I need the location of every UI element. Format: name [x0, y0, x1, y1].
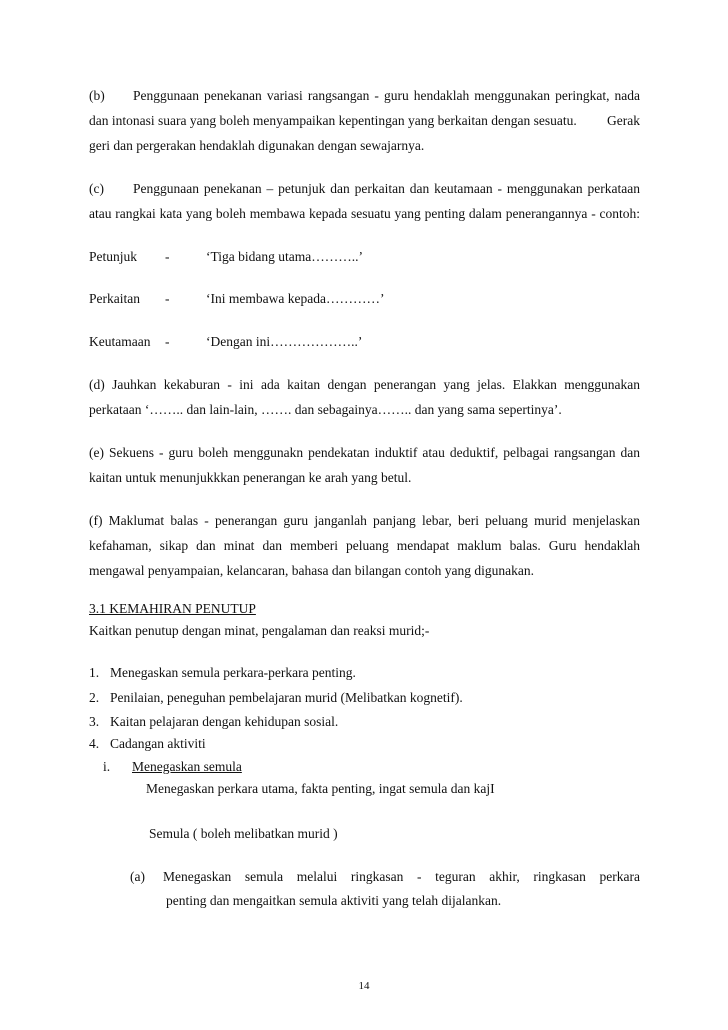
- example-label: Keutamaan: [89, 334, 151, 349]
- para-b-marker: (b): [89, 88, 105, 103]
- sub-number: i.: [103, 759, 111, 774]
- para-d-line-1: (d) Jauhkan kekaburan - ini ada kaitan dengan penerangan yang jelas. Elakkan menggunakan: [89, 377, 640, 392]
- list-number: 4.: [89, 736, 100, 751]
- para-f-line-3: mengawal penyampaian, kelancaran, bahasa dan bilangan contoh yang digunakan.: [89, 563, 534, 578]
- para-b-text-1: Penggunaan penekanan variasi rangsangan - guru hendaklah menggunakan peringkat, nada: [133, 88, 640, 103]
- list-text: Cadangan aktiviti: [110, 736, 206, 751]
- para-e-line-2: kaitan untuk menunjukkkan penerangan ke arah yang betul.: [89, 470, 412, 485]
- example-label: Perkaitan: [89, 291, 140, 306]
- para-b-line-3: geri dan pergerakan hendaklah digunakan dengan sewajarnya.: [89, 138, 425, 153]
- para-f-line-2: kefahaman, sikap dan minat dan memberi peluang mendapat maklum balas. Guru hendaklah: [89, 538, 640, 553]
- list-number: 3.: [89, 714, 100, 729]
- para-c-marker: (c): [89, 181, 104, 196]
- list-text: Penilaian, peneguhan pembelajaran murid (Melibatkan kognetif).: [110, 690, 463, 705]
- example-dash: -: [165, 291, 170, 306]
- para-b-text-2-end: Gerak: [607, 113, 640, 128]
- example-label: Petunjuk: [89, 249, 138, 264]
- para-d-line-2: perkataan ‘…….. dan lain-lain, ……. dan sebagainya…….. dan yang sama sepertinya’.: [89, 402, 562, 417]
- para-b-text-2: dan intonasi suara yang boleh menyampaikan kepentingan yang berkaitan dengan sesuatu.: [89, 113, 577, 128]
- item-a-marker: (a): [130, 869, 145, 884]
- example-text: ‘Dengan ini………………..’: [206, 334, 363, 349]
- para-e-line-1: (e) Sekuens - guru boleh menggunakn pendekatan induktif atau deduktif, pelbagai rangsangan dan: [89, 445, 640, 460]
- list-text: Menegaskan semula perkara-perkara penting.: [110, 665, 356, 680]
- para-c-line-2: atau rangkai kata yang boleh membawa kepada sesuatu yang penting dalam penerangannya - contoh:: [89, 206, 640, 221]
- item-a-text-1: Menegaskan semula melalui ringkasan - teguran akhir, ringkasan perkara: [163, 869, 640, 884]
- sub-text-2: Semula ( boleh melibatkan murid ): [149, 826, 338, 841]
- page-number: 14: [358, 980, 370, 992]
- section-intro: Kaitkan penutup dengan minat, pengalaman dan reaksi murid;-: [89, 623, 430, 638]
- para-f-line-1: (f) Maklumat balas - penerangan guru janganlah panjang lebar, beri peluang murid menjelaskan: [89, 513, 640, 528]
- example-text: ‘Ini membawa kepada…………’: [206, 291, 385, 306]
- sub-heading: Menegaskan semula: [132, 759, 242, 774]
- example-dash: -: [165, 249, 170, 264]
- list-number: 2.: [89, 690, 100, 705]
- section-heading: 3.1 KEMAHIRAN PENUTUP: [89, 601, 256, 616]
- para-c-text-1: Penggunaan penekanan – petunjuk dan perkaitan dan keutamaan - menggunakan perkataan: [133, 181, 640, 196]
- example-text: ‘Tiga bidang utama………..’: [206, 249, 363, 264]
- list-text: Kaitan pelajaran dengan kehidupan sosial.: [110, 714, 339, 729]
- example-dash: -: [165, 334, 170, 349]
- item-a-line-2: penting dan mengaitkan semula aktiviti yang telah dijalankan.: [166, 893, 502, 908]
- sub-text-1: Menegaskan perkara utama, fakta penting, ingat semula dan kajI: [146, 781, 495, 796]
- list-number: 1.: [89, 665, 100, 680]
